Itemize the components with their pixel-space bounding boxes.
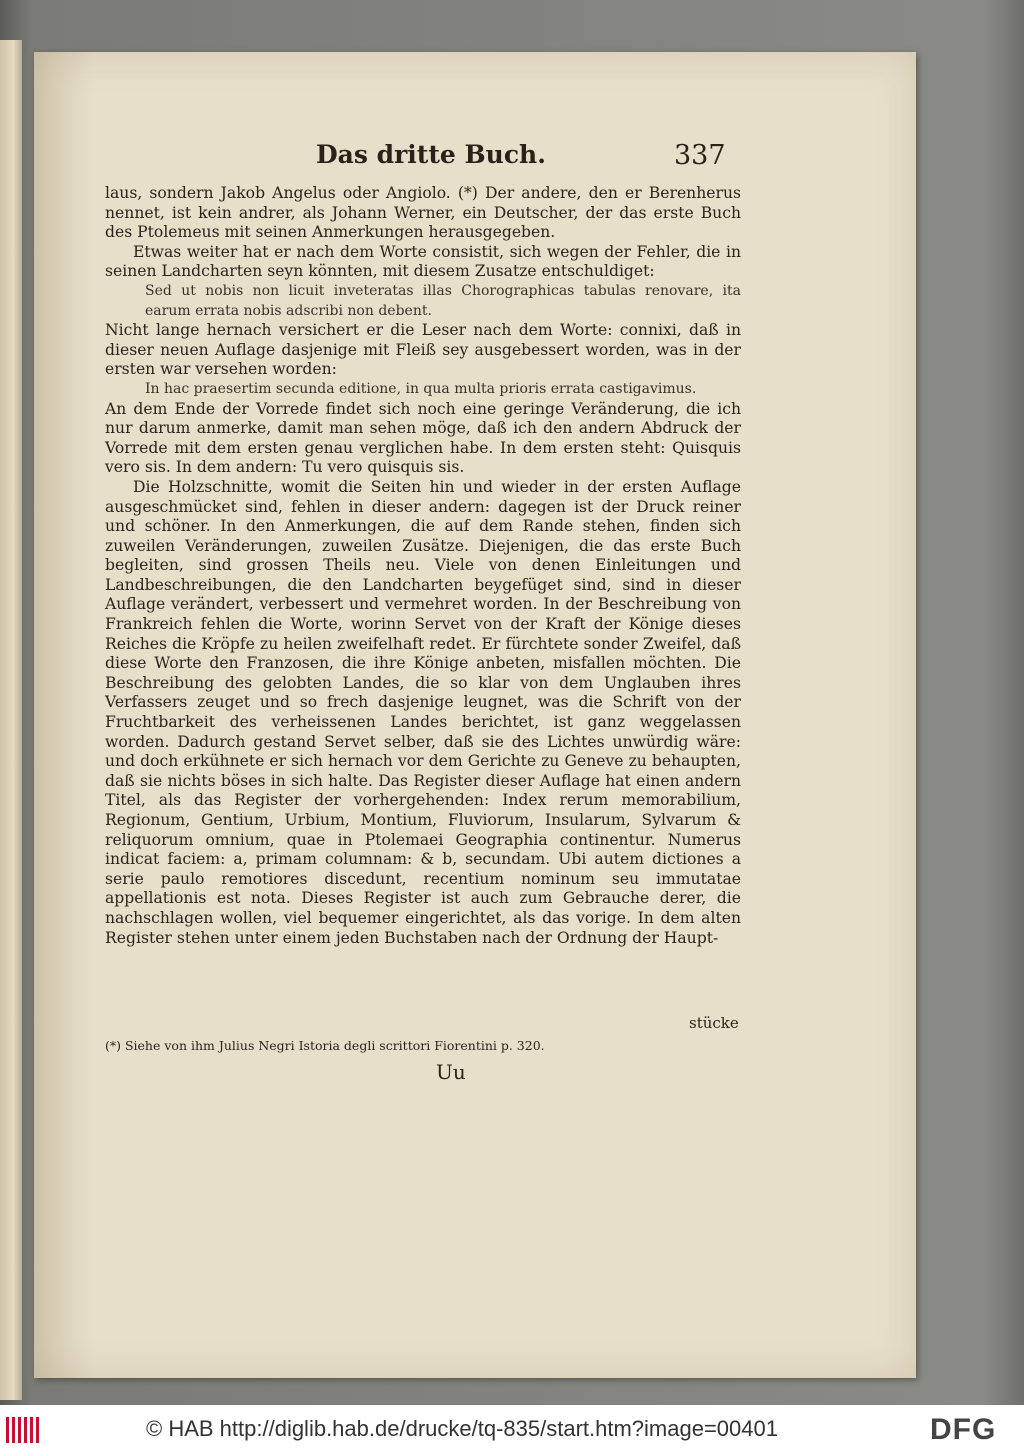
paragraph-2: Etwas weiter hat er nach dem Worte consistit, sich wegen der Fehler, die in seinen Landcharten seyn könnten, mit diesem Zusatze entschuldiget:	[105, 242, 741, 281]
paragraph-5: Die Holzschnitte, womit die Seiten hin und wieder in der ersten Auflage ausgeschmücket sind, fehlen in dieser andern: dagegen ist der Druck reiner und schöner. In den Anmerkungen, die auf dem Rande stehen, finden sich zuweilen Veränderungen, zuweilen Zusätze. Diejenigen, die das erste Buch begleiten, sind grossen Theils neu. Viele von denen Einleitungen und Landbeschreibungen, die den Landcharten beygefüget sind, sind in dieser Auflage verändert, verbessert und vermehret worden. In der Beschreibung von Frankreich fehlen die Worte, worinn Servet von der Kraft der Könige dieses Reiches die Kröpfe zu heilen zweifelhaft redet. Er fürchtete sonder Zweifel, daß diese Worte den Franzosen, die ihre Könige anbeten, misfallen möchten. Die Beschreibung des gelobten Landes, die so klar von dem Unglauben ihres Verfassers zeuget und so frech dasjenige leugnet, was die Schrift von der Fruchtbarkeit des verheissenen Landes berichtet, ist ganz weggelassen worden. Dadurch gestand Servet selber, daß sie des Lichtes unwürdig wäre: und doch erkühnete er sich hernach vor dem Gerichte zu Geneve zu behaupten, daß sie nichts böses in sich halte. Das Register dieser Auflage hat einen andern Titel, als das Register der vorhergehenden: Index rerum memorabilium, Regionum, Gentium, Urbium, Montium, Fluviorum, Insularum, Sylvarum & reliquorum omnium, quae in Ptolemaei Geographia continentur. Numerus indicat faciem: a, primam columnam: & b, secundam. Ubi autem dictiones a serie paulo remotiores discedunt, recentium nominum seu immutatae appellationis est nota. Dieses Register ist auch zum Gebrauche derer, die nachschlagen wollen, viel bequemer eingerichtet, als das vorige. In dem alten Register stehen unter einem jeden Buchstaben nach der Ordnung der Haupt-	[105, 477, 741, 947]
book-page	[34, 52, 916, 1378]
signature-mark: Uu	[436, 1060, 466, 1084]
paragraph-4: An dem Ende der Vorrede findet sich noch eine geringe Veränderung, die ich nur darum anmerke, damit man sehen möge, daß ich den andern Abdruck der Vorrede mit dem ersten genau verglichen habe. In dem ersten steht: Quisquis vero sis. In dem andern: Tu vero quisquis sis.	[105, 399, 741, 477]
paragraph-1: laus, sondern Jakob Angelus oder Angiolo. (*) Der andere, den er Berenherus nennet, ist kein andrer, als Johann Werner, ein Deutscher, der das erste Buch des Ptolemeus mit seinen Anmerkungen herausgegeben.	[105, 184, 741, 242]
barcode-icon	[6, 1417, 42, 1443]
body-text	[105, 184, 741, 948]
attribution-link[interactable]: © HAB http://diglib.hab.de/drucke/tq-835/start.htm?image=00401	[146, 1416, 778, 1441]
footnote: (*) Siehe von ihm Julius Negri Istoria degli scrittori Fiorentini p. 320.	[105, 1038, 545, 1053]
page-number: 337	[674, 140, 726, 171]
paragraph-3: Nicht lange hernach versichert er die Leser nach dem Worte: connixi, daß in dieser neuen Auflage dasjenige mit Fleiß sey ausgebessert worden, was in der ersten war versehen worden:	[105, 321, 741, 379]
running-head: Das dritte Buch.	[316, 140, 546, 169]
dfg-logo: DFG	[930, 1413, 997, 1446]
latin-quote-1: Sed ut nobis non licuit inveteratas illas Chorographicas tabulas renovare, ita earum errata nobis adscribi non debent.	[145, 282, 741, 319]
facing-page-edge	[0, 40, 22, 1400]
viewer-footer	[0, 1405, 1024, 1453]
catchword: stücke	[689, 1014, 739, 1032]
latin-quote-2: In hac praesertim secunda editione, in qua multa prioris errata castigavimus.	[145, 380, 697, 397]
